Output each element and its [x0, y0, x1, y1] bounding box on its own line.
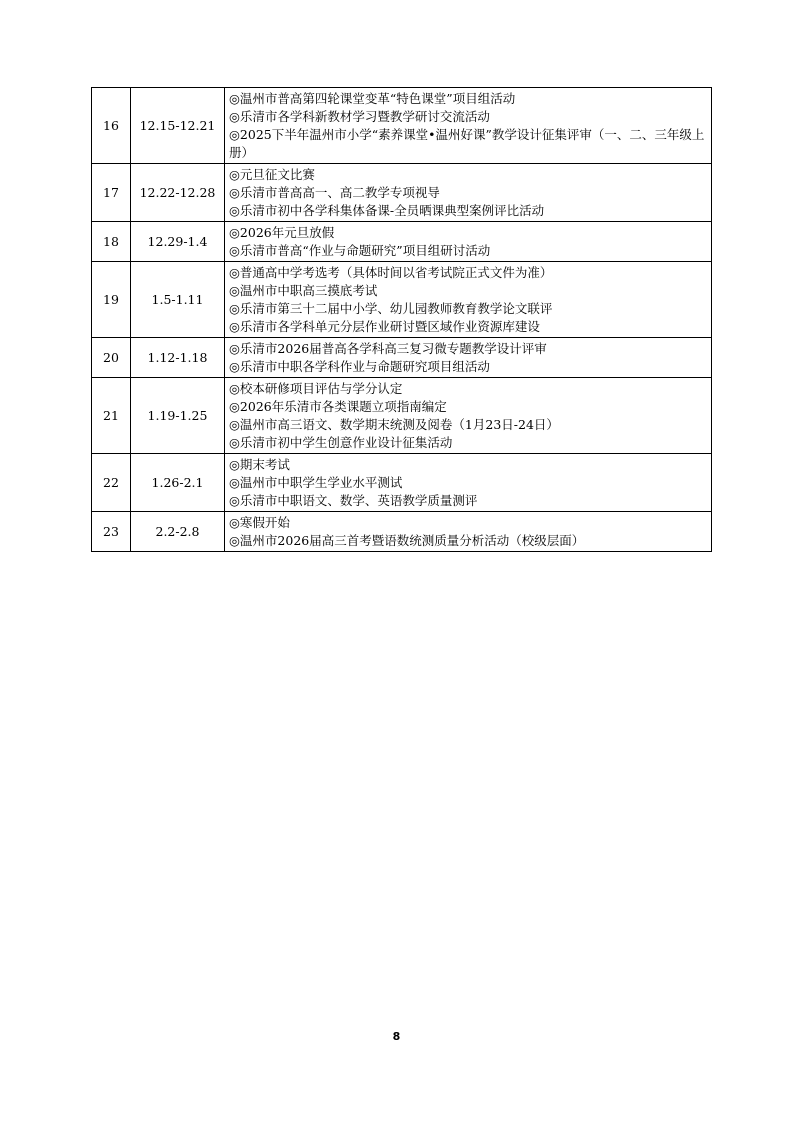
week-date-range: 1.26-2.1 — [131, 454, 225, 512]
table-row — [92, 88, 712, 164]
table-row — [92, 262, 712, 338]
week-number: 16 — [92, 88, 131, 164]
week-date-range: 12.29-1.4 — [131, 222, 225, 262]
activity-item: ◎乐清市初中学生创意作业设计征集活动 — [229, 435, 453, 450]
activity-item: ◎乐清市第三十二届中小学、幼儿园教师教育教学论文联评 — [229, 301, 553, 316]
week-number: 22 — [92, 454, 131, 512]
week-number: 23 — [92, 512, 131, 552]
activity-item: ◎2026年元旦放假 — [229, 225, 335, 240]
activity-item: ◎寒假开始 — [229, 515, 290, 530]
activity-item: ◎温州市中职学生学业水平测试 — [229, 475, 403, 490]
activity-item: ◎乐清市普高“作业与命题研究”项目组研讨活动 — [229, 243, 491, 258]
activity-item: ◎乐清市各学科新教材学习暨教学研讨交流活动 — [229, 109, 490, 124]
week-number: 17 — [92, 164, 131, 222]
table-row — [92, 164, 712, 222]
activity-item: ◎普通高中学考选考（具体时间以省考试院正式文件为准） — [229, 265, 553, 280]
activity-item: ◎乐清市普高高一、高二教学专项视导 — [229, 185, 440, 200]
table-row — [92, 512, 712, 552]
activity-list — [225, 338, 712, 378]
activity-item: ◎温州市普高第四轮课堂变革“特色课堂”项目组活动 — [229, 91, 516, 106]
activity-item: ◎2025下半年温州市小学“素养课堂•温州好课”教学设计征集评审（一、二、三年级上册） — [229, 127, 705, 160]
activity-item: ◎2026年乐清市各类课题立项指南编定 — [229, 399, 447, 414]
week-date-range: 1.5-1.11 — [131, 262, 225, 338]
activity-list — [225, 222, 712, 262]
activity-item: ◎期末考试 — [229, 457, 290, 472]
week-date-range: 12.15-12.21 — [131, 88, 225, 164]
table-row — [92, 338, 712, 378]
week-date-range: 12.22-12.28 — [131, 164, 225, 222]
table-row — [92, 222, 712, 262]
activity-item: ◎乐清市初中各学科集体备课-全员晒课典型案例评比活动 — [229, 203, 545, 218]
activity-item: ◎乐清市2026届普高各学科高三复习微专题教学设计评审 — [229, 341, 547, 356]
week-number: 19 — [92, 262, 131, 338]
activity-item: ◎温州市中职高三摸底考试 — [229, 283, 378, 298]
activity-item: ◎乐清市各学科单元分层作业研讨暨区域作业资源库建设 — [229, 319, 540, 334]
activity-list — [225, 454, 712, 512]
activity-list — [225, 88, 712, 164]
activity-list — [225, 262, 712, 338]
page-number: 8 — [392, 1030, 401, 1043]
schedule-table — [91, 87, 712, 552]
activity-item: ◎温州市高三语文、数学期末统测及阅卷（1月23日-24日） — [229, 417, 559, 432]
activity-item: ◎乐清市中职各学科作业与命题研究项目组活动 — [229, 359, 490, 374]
week-date-range: 1.19-1.25 — [131, 378, 225, 454]
activity-list — [225, 378, 712, 454]
table-row — [92, 378, 712, 454]
week-number: 20 — [92, 338, 131, 378]
table-row — [92, 454, 712, 512]
week-date-range: 2.2-2.8 — [131, 512, 225, 552]
activity-list — [225, 512, 712, 552]
activity-item: ◎乐清市中职语文、数学、英语教学质量测评 — [229, 493, 478, 508]
activity-item: ◎元旦征文比赛 — [229, 167, 315, 182]
activity-item: ◎温州市2026届高三首考暨语数统测质量分析活动（校级层面） — [229, 533, 585, 548]
week-number: 21 — [92, 378, 131, 454]
week-number: 18 — [92, 222, 131, 262]
activity-item: ◎校本研修项目评估与学分认定 — [229, 381, 403, 396]
week-date-range: 1.12-1.18 — [131, 338, 225, 378]
activity-list — [225, 164, 712, 222]
